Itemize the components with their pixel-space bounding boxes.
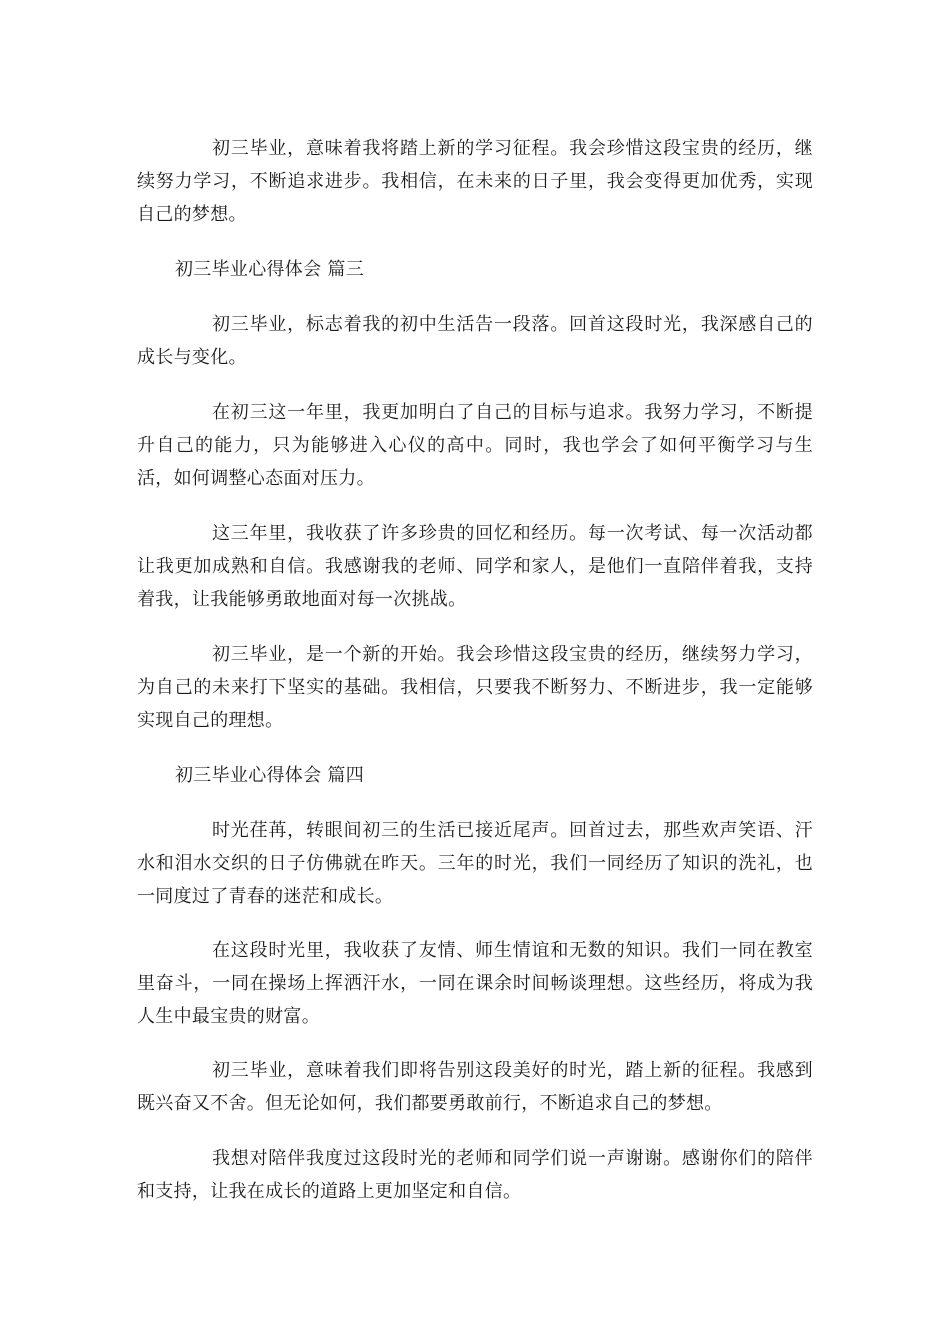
paragraph: 我想对陪伴我度过这段时光的老师和同学们说一声谢谢。感谢你们的陪伴和支持，让我在成长的道路上更加坚定和自信。 <box>137 1148 813 1202</box>
section-heading: 初三毕业心得体会 篇四 <box>175 765 365 786</box>
paragraph: 在这段时光里，我收获了友情、师生情谊和无数的知识。我们一同在教室里奋斗，一同在操场上挥洒汗水，一同在课余时间畅谈理想。这些经历，将成为我人生中最宝贵的财富。 <box>137 940 813 1027</box>
paragraph: 这三年里，我收获了许多珍贵的回忆和经历。每一次考试、每一次活动都让我更加成熟和自信。我感谢我的老师、同学和家人，是他们一直陪伴着我，支持着我，让我能够勇敢地面对每一次挑战。 <box>137 523 813 610</box>
paragraph: 时光荏苒，转眼间初三的生活已接近尾声。回首过去，那些欢声笑语、汗水和泪水交织的日子仿佛就在昨天。三年的时光，我们一同经历了知识的洗礼，也一同度过了青春的迷茫和成长。 <box>137 820 813 907</box>
paragraph: 初三毕业，是一个新的开始。我会珍惜这段宝贵的经历，继续努力学习，为自己的未来打下坚实的基础。我相信，只要我不断努力、不断进步，我一定能够实现自己的理想。 <box>137 644 813 731</box>
paragraph: 在初三这一年里，我更加明白了自己的目标与追求。我努力学习，不断提升自己的能力，只为能够进入心仪的高中。同时，我也学会了如何平衡学习与生活，如何调整心态面对压力。 <box>137 402 813 489</box>
paragraph: 初三毕业，意味着我们即将告别这段美好的时光，踏上新的征程。我感到既兴奋又不舍。但无论如何，我们都要勇敢前行，不断追求自己的梦想。 <box>137 1060 813 1114</box>
section-heading: 初三毕业心得体会 篇三 <box>175 259 365 280</box>
paragraph: 初三毕业，标志着我的初中生活告一段落。回首这段时光，我深感自己的成长与变化。 <box>137 314 813 368</box>
paragraph: 初三毕业，意味着我将踏上新的学习征程。我会珍惜这段宝贵的经历，继续努力学习，不断追求进步。我相信，在未来的日子里，我会变得更加优秀，实现自己的梦想。 <box>137 138 813 225</box>
